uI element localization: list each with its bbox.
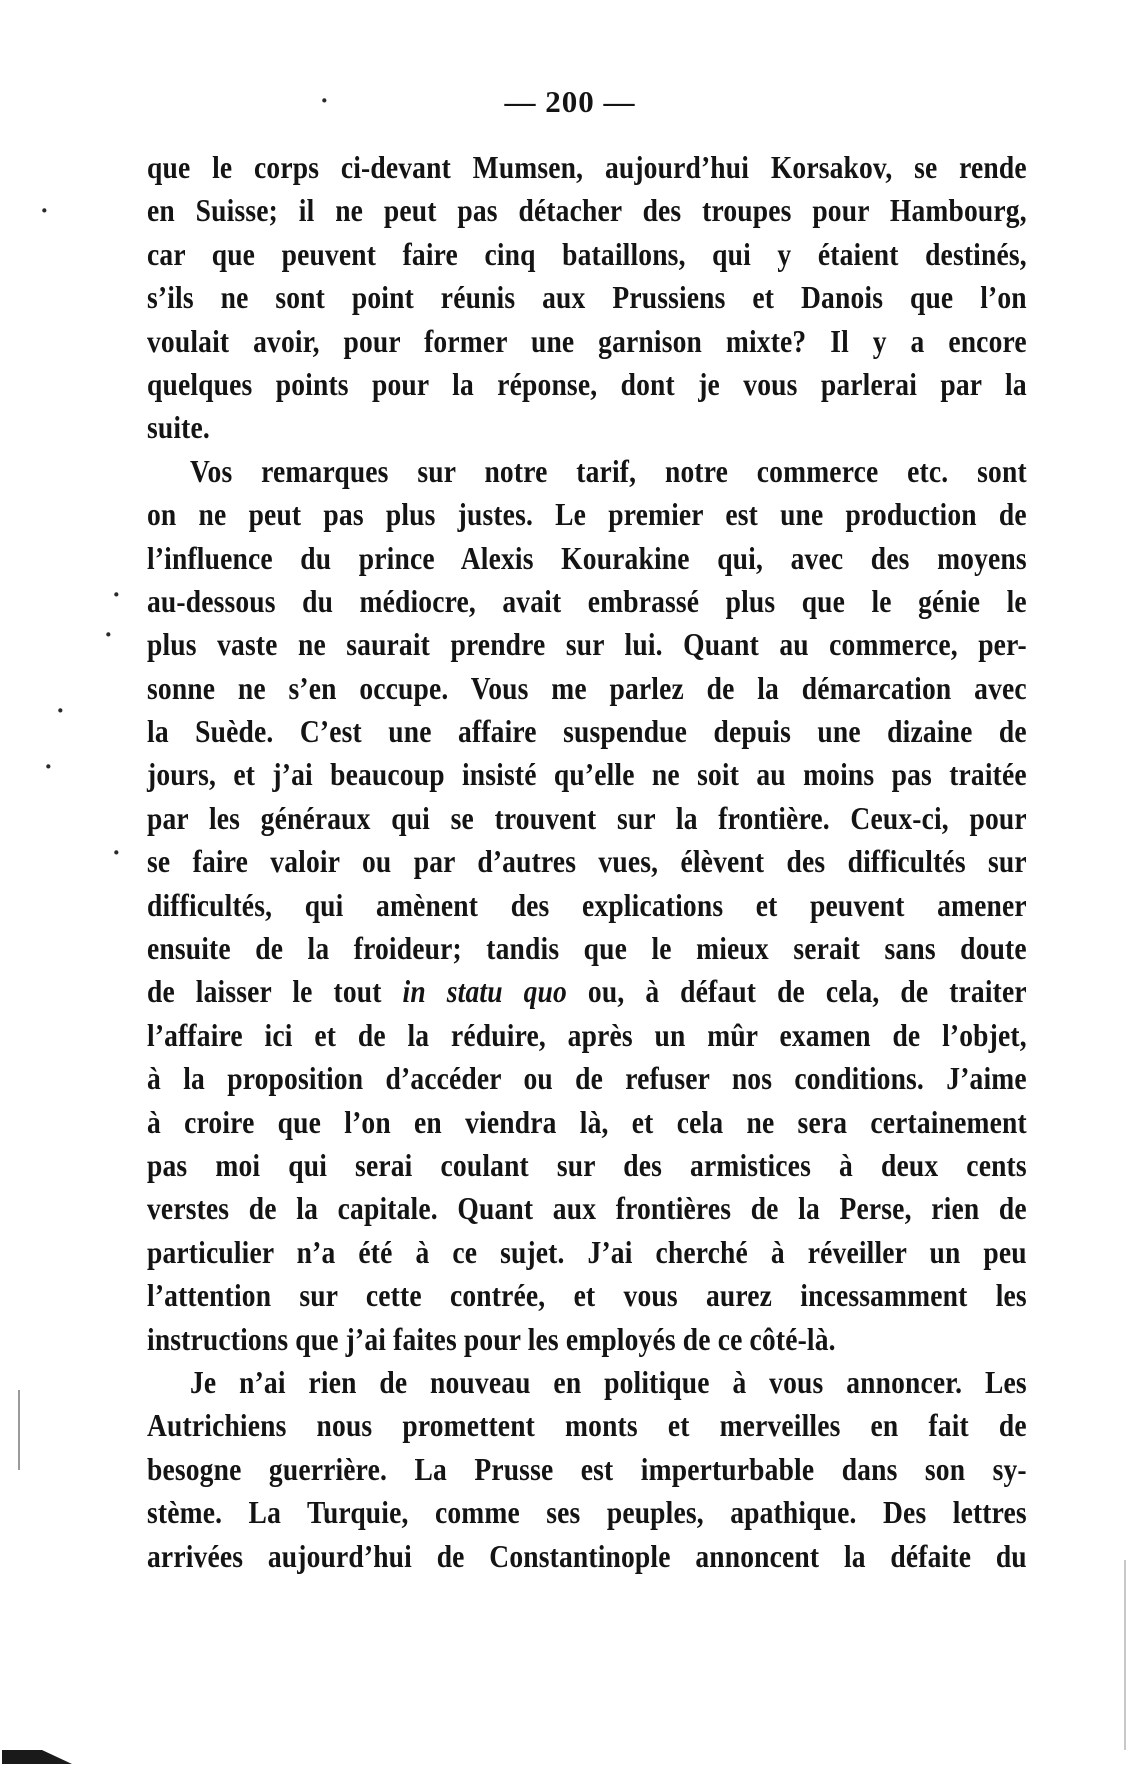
text-line: l’influence du prince Alexis Kourakine qui, avec des moyens (147, 539, 1027, 576)
text-line: instructions que j’ai faites pour les employés de ce côté-là. (147, 1320, 836, 1357)
body-text (147, 146, 1027, 1578)
text-line: difficultés, qui amènent des explications et peuvent amener (147, 886, 1027, 923)
page-number: — 200 — (504, 84, 636, 119)
text-line: voulait avoir, pour former une garnison mixte? Il y a encore (147, 322, 1027, 359)
italic-phrase: in statu quo (402, 973, 567, 1010)
text-segment: ou, à défaut de cela, de traiter (566, 973, 1027, 1010)
text-line: plus vaste ne saurait prendre sur lui. Quant au commerce, per- (147, 626, 1027, 663)
text-line: quelques points pour la réponse, dont je vous parlerai par la (147, 365, 1027, 402)
margin-speck-mark: · (320, 86, 329, 115)
margin-speck-mark: · (112, 580, 121, 609)
text-line: Autrichiens nous promettent monts et merveilles en fait de (147, 1407, 1027, 1444)
corner-scan-mark-icon (2, 1748, 72, 1764)
text-line: l’affaire ici et de la réduire, après un mûr examen de l’objet, (147, 1016, 1027, 1053)
text-line: au-dessous du médiocre, avait embrassé plus que le génie le (147, 582, 1027, 619)
margin-speck-mark: · (40, 196, 49, 225)
text-line: suite. (147, 409, 210, 446)
text-line: car que peuvent faire cinq bataillons, qui y étaient destinés, (147, 235, 1027, 272)
margin-speck-mark: · (56, 696, 65, 725)
text-line: on ne peut pas plus justes. Le premier est une production de (147, 496, 1027, 533)
text-line: ensuite de la froideur; tandis que le mieux serait sans doute (147, 930, 1027, 967)
text-line: Vos remarques sur notre tarif, notre commerce etc. sont (190, 452, 1027, 489)
text-segment: de laisser le tout (147, 973, 403, 1010)
text-line: par les généraux qui se trouvent sur la frontière. Ceux-ci, pour (147, 799, 1027, 836)
page-edge-line (1124, 1560, 1126, 1750)
text-line-with-italic (147, 970, 1027, 1013)
margin-speck-mark: · (112, 838, 121, 867)
text-line: l’attention sur cette contrée, et vous aurez incessamment les (147, 1277, 1027, 1314)
text-line: la Suède. C’est une affaire suspendue depuis une dizaine de (147, 713, 1027, 750)
text-line: que le corps ci-devant Mumsen, aujourd’hui Korsakov, se rende (147, 149, 1027, 185)
margin-speck-mark: · (44, 752, 53, 781)
text-line: sonne ne s’en occupe. Vous me parlez de la démarcation avec (147, 669, 1027, 706)
margin-speck-mark: · (104, 620, 113, 649)
text-line: arrivées aujourd’hui de Constantinople annoncent la défaite du (147, 1537, 1027, 1574)
text-line: en Suisse; il ne peut pas détacher des troupes pour Hambourg, (147, 192, 1027, 229)
gutter-line (18, 1390, 20, 1470)
text-line: à croire que l’on en viendra là, et cela ne sera certainement (147, 1103, 1027, 1140)
text-line: pas moi qui serai coulant sur des armistices à deux cents (147, 1146, 1027, 1183)
text-line: besogne guerrière. La Prusse est imperturbable dans son sy- (147, 1450, 1027, 1487)
text-line: particulier n’a été à ce sujet. J’ai cherché à réveiller un peu (147, 1233, 1027, 1270)
text-line: jours, et j’ai beaucoup insisté qu’elle ne soit au moins pas traitée (147, 756, 1027, 793)
text-line: à la proposition d’accéder ou de refuser nos conditions. J’aime (147, 1060, 1027, 1097)
text-line: s’ils ne sont point réunis aux Prussiens et Danois que l’on (147, 279, 1027, 316)
text-line: se faire valoir ou par d’autres vues, élèvent des difficultés sur (147, 843, 1027, 880)
text-line: stème. La Turquie, comme ses peuples, apathique. Des lettres (147, 1494, 1027, 1531)
text-line: verstes de la capitale. Quant aux frontières de la Perse, rien de (147, 1190, 1027, 1227)
text-line: Je n’ai rien de nouveau en politique à vous annoncer. Les (190, 1363, 1027, 1400)
